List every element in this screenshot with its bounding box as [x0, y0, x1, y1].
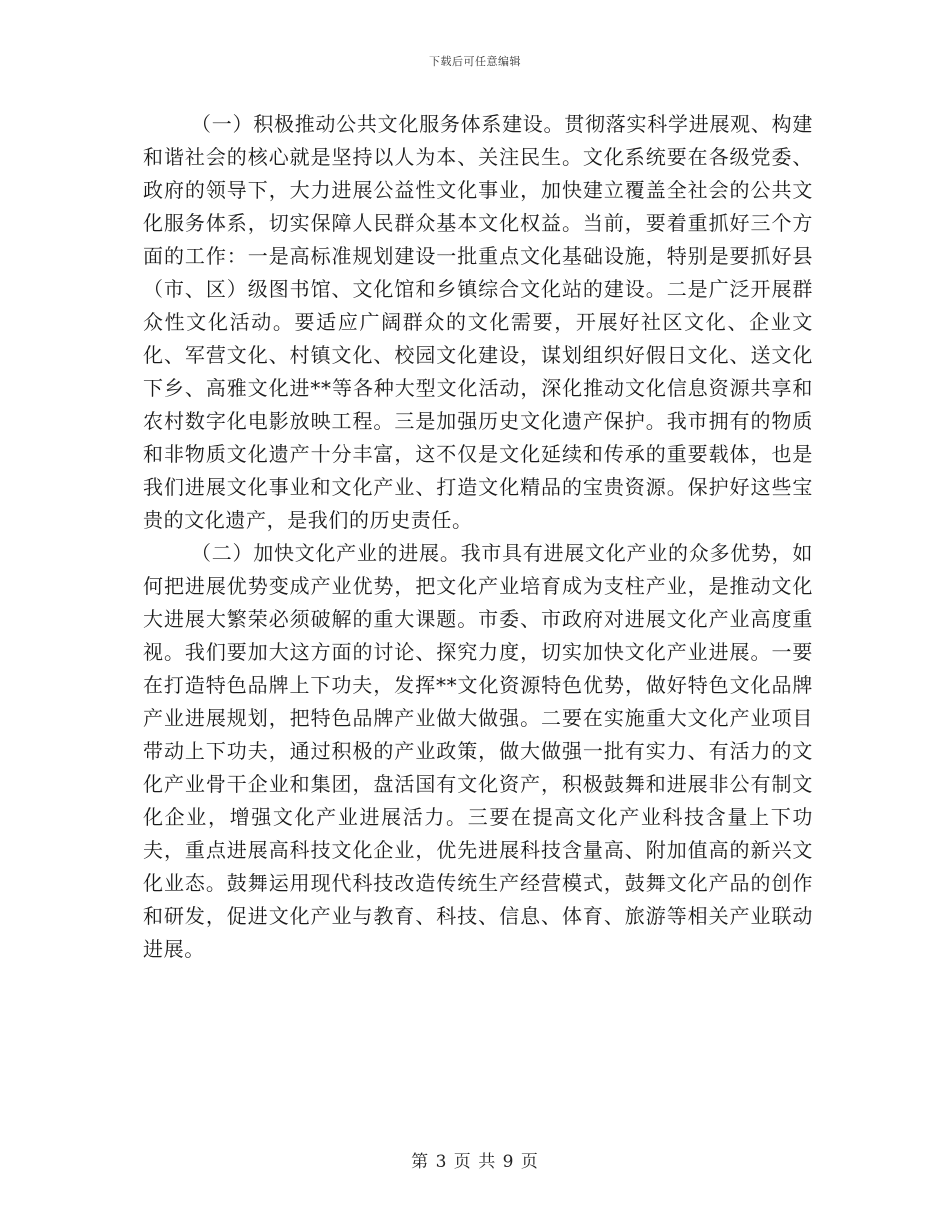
paragraph-public-culture: （一）积极推动公共文化服务体系建设。贯彻落实科学进展观、构建和谐社会的核心就是坚持以人为本、关注民生。文化系统要在各级党委、政府的领导下，大力进展公益性文化事业，加快建立覆盖全社会的公共文化服务体系，切实保障人民群众基本文化权益。当前，要着重抓好三个方面的工作：一是高标准规划建设一批重点文化基础设施，特别是要抓好县（市、区）级图书馆、文化馆和乡镇综合文化站的建设。二是广泛开展群众性文化活动。要适应广阔群众的文化需要，开展好社区文化、企业文化、军营文化、村镇文化、校园文化建设，谋划组织好假日文化、送文化下乡、高雅文化进**等各种大型文化活动，深化推动文化信息资源共享和农村数字化电影放映工程。三是加强历史文化遗产保护。我市拥有的物质和非物质文化遗产十分丰富，这不仅是文化延续和传承的重要载体，也是我们进展文化事业和文化产业、打造文化精品的宝贵资源。保护好这些宝贵的文化遗产，是我们的历史责任。 [143, 112, 813, 532]
page-header-note: 下载后可任意编辑 [429, 55, 521, 68]
page-number: 第 3 页 共 9 页 [411, 1152, 539, 1172]
paragraph-culture-industry: （二）加快文化产业的进展。我市具有进展文化产业的众多优势，如何把进展优势变成产业优势，把文化产业培育成为支柱产业，是推动文化大进展大繁荣必须破解的重大课题。市委、市政府对进展文化产业高度重视。我们要加大这方面的讨论、探究力度，切实加快文化产业进展。一要在打造特色品牌上下功夫，发挥**文化资源特色优势，做好特色文化品牌产业进展规划，把特色品牌产业做大做强。二要在实施重大文化产业项目带动上下功夫，通过积极的产业政策，做大做强一批有实力、有活力的文化产业骨干企业和集团，盘活国有文化资产，积极鼓舞和进展非公有制文化企业，增强文化产业进展活力。三要在提高文化产业科技含量上下功夫，重点进展高科技文化企业，优先进展科技含量高、附加值高的新兴文化业态。鼓舞运用现代科技改造传统生产经营模式，鼓舞文化产品的创作和研发，促进文化产业与教育、科技、信息、体育、旅游等相关产业联动进展。 [143, 541, 813, 961]
document-body [143, 108, 813, 966]
